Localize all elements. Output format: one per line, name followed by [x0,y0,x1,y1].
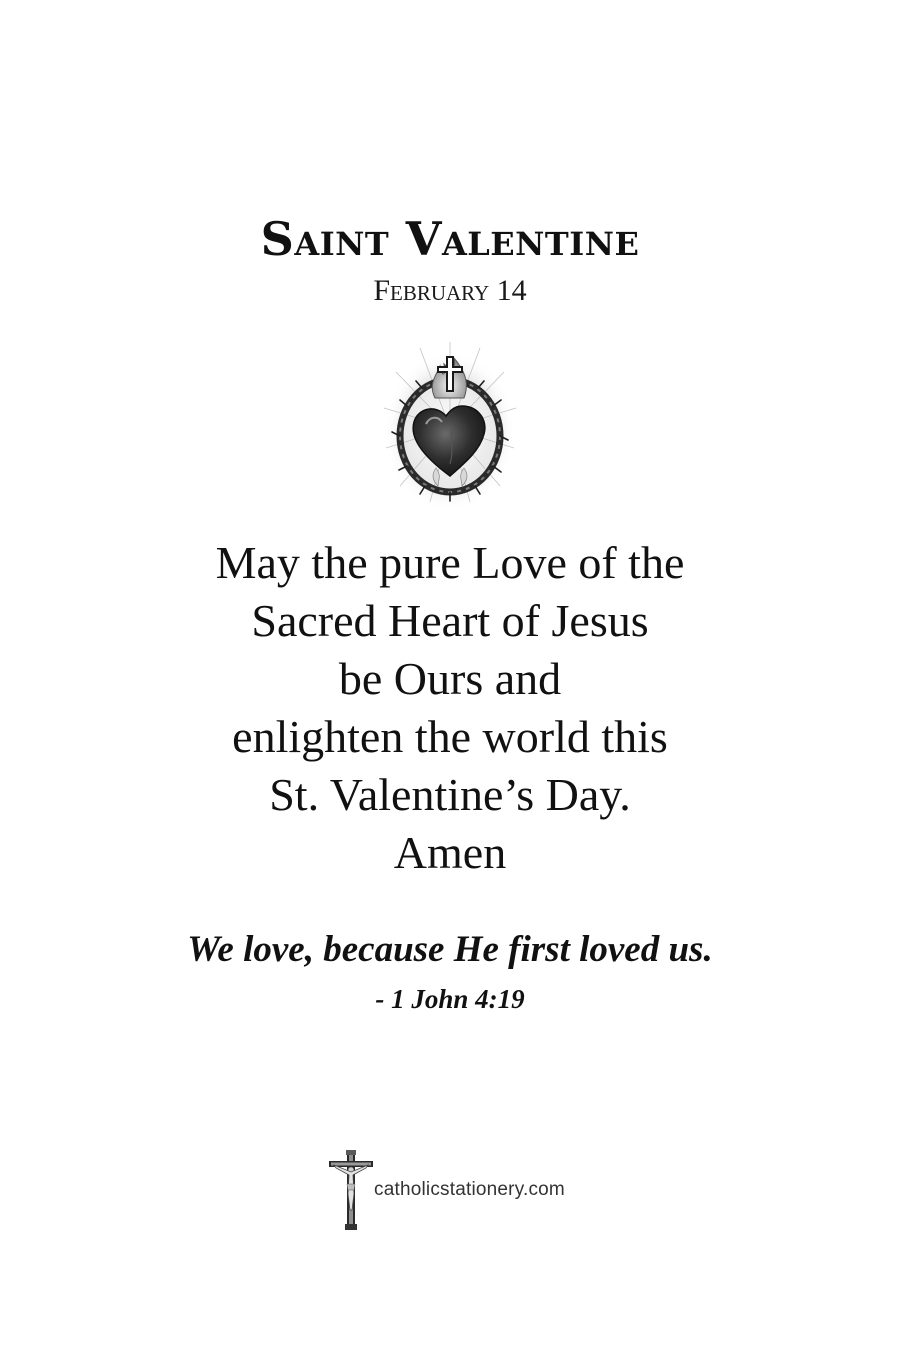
prayer-line: St. Valentine’s Day. [269,769,631,820]
feast-date: February 14 [373,274,527,307]
page-title: Saint Valentine [260,212,640,266]
website-link[interactable]: catholicstationery.com [374,1179,565,1200]
prayer-line: Sacred Heart of Jesus [251,595,649,646]
prayer-line: enlighten the world this [232,711,668,762]
prayer-line: Amen [393,827,507,878]
footer [326,1148,565,1232]
sacred-heart-icon [380,336,520,506]
prayer-line: be Ours and [338,653,562,704]
crucifix-icon [326,1148,376,1232]
scripture-quote: We love, because He first loved us. [187,929,713,970]
prayer-line: May the pure Love of the [215,537,685,588]
prayer-text [0,534,900,882]
scripture-reference: - 1 John 4:19 [375,984,525,1014]
